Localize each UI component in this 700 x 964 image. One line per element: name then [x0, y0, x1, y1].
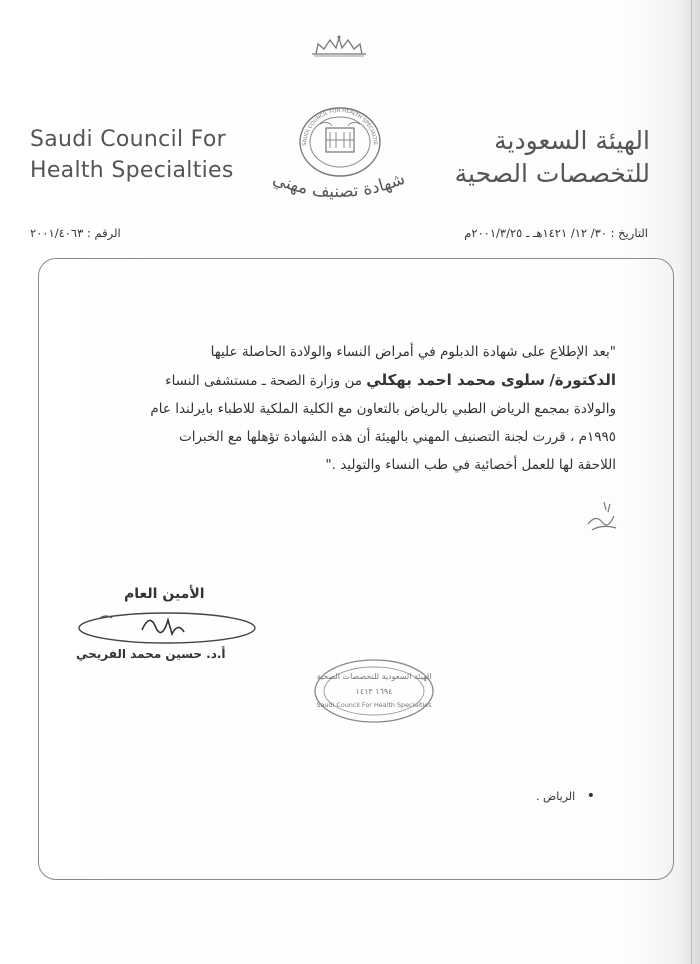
body-line-4: ١٩٩٥م ، قررت لجنة التصنيف المهني بالهيئة أن هذه الشهادة تؤهلها مع الخبرات — [179, 429, 616, 445]
stamp-numbers: ١٦٩٤ ١٤١٣ — [355, 687, 393, 696]
document-date: التاريخ : ٣٠/ ١٢/ ١٤٢١هـ ـ ٢٠٠١/٣/٢٥م — [464, 226, 648, 240]
signatory-name: أ.د. حسين محمد الفريحي — [76, 647, 226, 661]
body-line-2-rest: من وزارة الصحة ـ مستشفى النساء — [165, 373, 362, 389]
certificate-body — [90, 338, 616, 479]
certificate-type-text — [238, 152, 438, 222]
body-line-5: اللاحقة لها للعمل أخصائية في طب النساء والتوليد ." — [325, 457, 616, 473]
bullet-icon: • — [586, 788, 595, 804]
handwritten-signature — [72, 604, 257, 652]
initials-scribble — [584, 494, 620, 536]
scan-edge-line — [691, 0, 692, 964]
council-name-english: Saudi Council For Health Specialties — [30, 127, 234, 183]
doctor-title: الدكتورة/ — [549, 371, 616, 389]
signatory-title: الأمين العام — [124, 586, 205, 602]
footer-location — [536, 788, 595, 804]
body-line-2 — [90, 366, 616, 395]
council-name-arabic-line1: الهيئة السعودية — [494, 126, 650, 155]
council-name-arabic-line2: للتخصصات الصحية — [454, 159, 650, 188]
stamp-arabic-text: الهيئة السعودية للتخصصات الصحية — [316, 672, 432, 681]
official-stamp — [312, 656, 436, 726]
body-line-1: "بعد الإطلاع على شهادة الدبلوم في أمراض النساء والولادة الحاصلة عليها — [210, 344, 616, 360]
council-name-arabic — [420, 124, 650, 190]
location-text: الرياض . — [536, 790, 576, 803]
svg-text:شهادة تصنيف مهني: شهادة تصنيف مهني — [270, 168, 408, 203]
stamp-english-text: Saudi Council For Health Specialties — [316, 701, 432, 709]
doctor-name: سلوى محمد احمد بهكلي — [366, 371, 546, 389]
body-line-3: والولادة بمجمع الرياض الطبي بالرياض بالتعاون مع الكلية الملكية للاطباء بايرلندا عام — [150, 401, 616, 417]
svg-text:SAUDI COUNCIL FOR HEALTH SPECI: SAUDI COUNCIL FOR HEALTH SPECIALTIE — [301, 107, 379, 147]
crown-emblem-icon — [308, 34, 370, 58]
document-reference-number: الرقم : ٢٠٠١/٤٠٦٣ — [30, 226, 121, 240]
